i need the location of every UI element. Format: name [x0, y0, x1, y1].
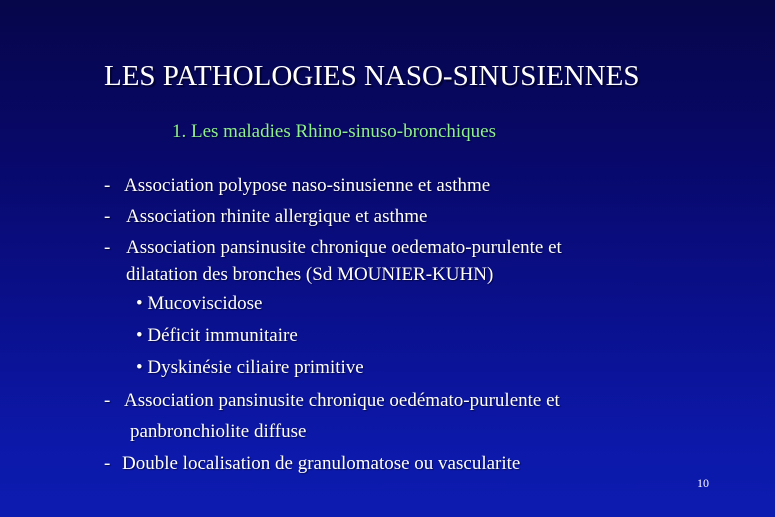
list-item: Double localisation de granulomatose ou vascularite — [122, 453, 521, 474]
list-dash: - — [104, 237, 111, 258]
list-dash: - — [104, 453, 111, 474]
list-dash: - — [104, 175, 111, 196]
list-item-continuation: dilatation des bronches (Sd MOUNIER-KUHN) — [126, 264, 494, 285]
list-item: Association pansinusite chronique oedemato-purulente et — [126, 237, 562, 258]
sub-list-item: • Déficit immunitaire — [136, 325, 298, 346]
list-item: Association polypose naso-sinusienne et asthme — [124, 175, 491, 196]
list-item: Association pansinusite chronique oedémato-purulente et — [124, 390, 560, 411]
slide-subtitle: 1. Les maladies Rhino-sinuso-bronchiques — [172, 121, 497, 142]
list-item-continuation: panbronchiolite diffuse — [130, 421, 307, 442]
list-dash: - — [104, 206, 111, 227]
page-number: 10 — [697, 476, 709, 490]
sub-list-item: • Dyskinésie ciliaire primitive — [136, 357, 364, 378]
list-item: Association rhinite allergique et asthme — [126, 206, 428, 227]
sub-list-item: • Mucoviscidose — [136, 293, 263, 314]
slide-title: LES PATHOLOGIES NASO-SINUSIENNES — [104, 60, 640, 92]
list-dash: - — [104, 390, 111, 411]
